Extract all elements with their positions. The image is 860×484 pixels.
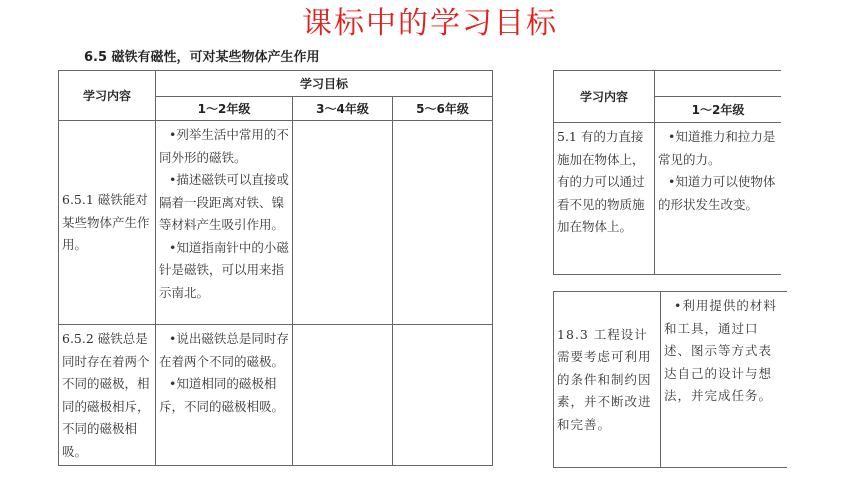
goal-item: •利用提供的材料和工具，通过口述、图示等方式表达自己的设计与想法，并完成任务。 [664,298,777,403]
header-goals-blank [655,71,782,97]
goal-item: •知道指南针中的小磁针是磁铁，可以用来指示南北。 [159,239,289,300]
goals-cell-grade-1-2 [655,123,782,275]
goals-cell-grade-5-6 [393,325,493,466]
header-learning-content: 学习内容 [59,71,156,121]
header-grade-1-2: 1～2年级 [655,97,782,123]
curriculum-table-engineering [553,291,787,468]
goals-cell-grade-1-2 [156,325,293,466]
goal-item: •列举生活中常用的不同外形的磁铁。 [159,127,289,165]
header-learning-content: 学习内容 [554,71,655,123]
curriculum-table-magnetism [58,70,493,466]
content-cell [554,123,655,275]
header-grade-3-4: 3～4年级 [293,97,393,121]
goals-cell-grade-1-2 [156,121,293,325]
content-cell [554,292,661,468]
content-text: 5.1 有的力直接施加在物体上，有的力可以通过看不见的物质施加在物体上。 [557,129,645,234]
content-text: 18.3 工程设计需要考虑可利用的条件和制约因素，并不断改进和完善。 [557,326,652,432]
content-text: 6.5.2 磁铁总是同时存在着两个不同的磁极，相同的磁极相斥，不同的磁极相吸。 [62,331,150,459]
goals-cell-grade-3-4 [293,325,393,466]
section-heading: 6.5 磁铁有磁性，可对某些物体产生作用 [84,50,320,65]
goal-item: •描述磁铁可以直接或隔着一段距离对铁、镍等材料产生吸引作用。 [159,172,289,232]
goals-cell-grade-1-2 [661,292,788,468]
header-grade-1-2: 1～2年级 [156,97,293,121]
content-text: 6.5.1 磁铁能对某些物体产生作用。 [62,192,150,253]
goals-cell-grade-3-4 [293,121,393,325]
content-cell [59,325,156,466]
goal-item: •说出磁铁总是同时存在着两个不同的磁极。 [159,331,289,369]
goals-cell-grade-5-6 [393,121,493,325]
curriculum-table-force [553,70,781,275]
page-title: 课标中的学习目标 [302,6,558,41]
header-grade-5-6: 5～6年级 [393,97,493,121]
content-cell [59,121,156,325]
goal-item: •知道推力和拉力是常见的力。 [658,129,776,167]
goal-item: •知道相同的磁极相斥，不同的磁极相吸。 [159,376,285,414]
header-learning-goals: 学习目标 [156,71,493,97]
goal-item: •知道力可以使物体的形状发生改变。 [658,174,776,212]
